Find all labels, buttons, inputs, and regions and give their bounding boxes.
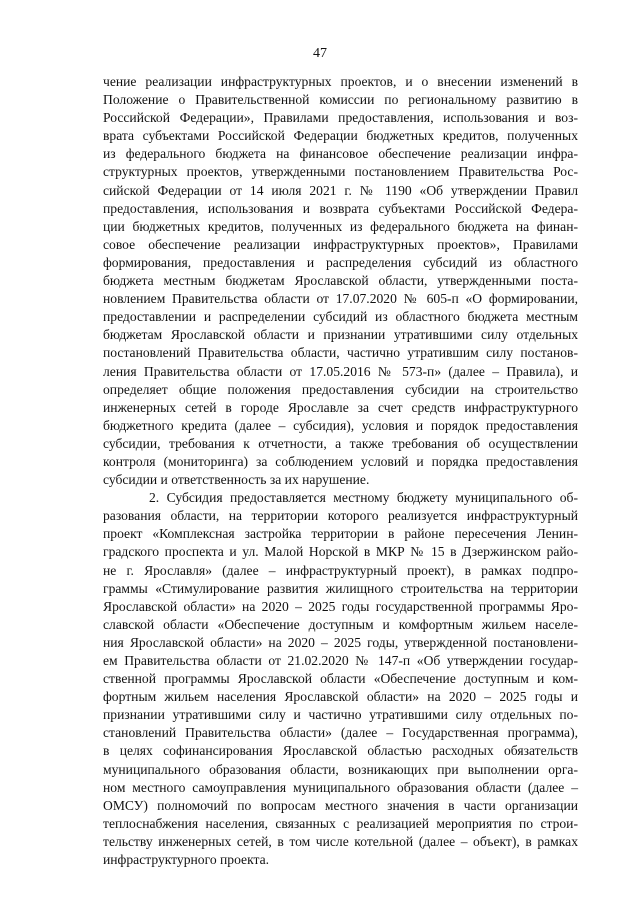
document-body — [103, 73, 578, 869]
page-number: 47 — [313, 46, 327, 61]
text-line: сийской Федерации от 14 июля 2021 г. № 1190 «Об утверждении Правил — [103, 182, 578, 198]
text-line: бюджетного кредита (далее – субсидия), условия и порядок предоставления — [103, 417, 578, 433]
text-line: предоставлении и распределении субсидий из областного бюджета местным — [103, 309, 578, 325]
text-line: ния Ярославской области» на 2020 – 2025 годы, утвержденной постановлени- — [103, 634, 578, 650]
text-line: теплоснабжения населения, связанных с реализацией мероприятия по строи- — [103, 815, 578, 831]
text-line: Положение о Правительственной комиссии по региональному развитию в — [103, 92, 578, 108]
text-line: граммы «Стимулирование развития жилищного строительства на территории — [103, 580, 578, 596]
text-line: контроля (мониторинга) за соблюдением условий и порядка предоставления — [103, 453, 578, 469]
text-line: предоставления, использования и возврата субъектами Российской Федера- — [103, 200, 578, 216]
text-line: ственной программы Ярославской области «Обеспечение доступным и ком- — [103, 671, 578, 687]
text-line: бюджета местным бюджетам Ярославской области, утвержденными поста- — [103, 273, 578, 289]
text-line: Российской Федерации», Правилами предоставления, использования и воз- — [103, 110, 578, 126]
text-line: градского проспекта и ул. Малой Норской в МКР № 15 в Дзержинском райо- — [103, 544, 578, 560]
text-line: ном местного самоуправления муниципального образования области (далее – — [103, 779, 578, 795]
text-line: проект «Комплексная застройка территории в районе пересечения Ленин- — [103, 526, 578, 542]
text-line: муниципального образования области, возникающих при выполнении орга- — [103, 761, 578, 777]
text-line: ции бюджетных кредитов, полученных из федерального бюджета на финан- — [103, 218, 578, 234]
text-line: фортным жильем населения Ярославской области» на 2020 – 2025 годы и — [103, 689, 578, 705]
text-line: в целях софинансирования Ярославской областью расходных обязательств — [103, 743, 578, 759]
text-line: 2. Субсидия предоставляется местному бюджету муниципального об- — [149, 490, 578, 506]
text-line: чение реализации инфраструктурных проектов, и о внесении изменений в — [103, 74, 578, 89]
text-line: признании утратившими силу и частично утратившими силу отдельных по- — [103, 707, 578, 723]
text-line: субсидии, требования к отчетности, а также требования об осуществлении — [103, 435, 578, 451]
text-line: постановлений Правительства области, частично утратившим силу постанов- — [103, 345, 578, 361]
text-line: ОМСУ) полномочий по вопросам местного значения в части организации — [103, 797, 578, 813]
text-line: определяет общие положения предоставления субсидии на строительство — [103, 381, 578, 397]
text-line: новлением Правительства области от 17.07.2020 № 605-п «О формировании, — [103, 291, 578, 307]
text-line: субсидии и ответственность за их нарушение. — [103, 472, 370, 488]
text-line: совое обеспечение реализации инфраструктурных проектов», Правилами — [103, 236, 578, 252]
text-line: ем Правительства области от 21.02.2020 № 147-п «Об утверждении государ- — [103, 653, 578, 668]
text-line: тельству инженерных сетей, в том числе котельной (далее – объект), в рамках — [103, 833, 578, 849]
text-line: врата субъектами Российской Федерации бюджетных кредитов, полученных — [103, 128, 578, 144]
text-line: становлений Правительства области» (далее – Государственная программа), — [103, 725, 578, 741]
text-line: Ярославской области» на 2020 – 2025 годы государственной программы Яро- — [103, 598, 578, 614]
text-line: бюджетам Ярославской области и признании утратившими силу отдельных — [103, 327, 578, 343]
text-line: ления Правительства области от 17.05.2016 № 573-п» (далее – Правила), и — [103, 363, 578, 379]
text-line: из федерального бюджета на финансовое обеспечение реализации инфра- — [103, 146, 578, 162]
text-line: инженерных сетей в городе Ярославле за счет средств инфраструктурного — [103, 399, 578, 415]
text-line: формирования, предоставления и распределения субсидий из областного — [103, 254, 578, 270]
text-line: славской области «Обеспечение доступным и комфортным жильем населе- — [103, 616, 578, 632]
text-line: разования области, на территории которого реализуется инфраструктурный — [103, 508, 578, 524]
text-line: не г. Ярославля» (далее – инфраструктурный проект), в рамках подпро- — [103, 562, 578, 578]
text-line: инфраструктурного проекта. — [103, 852, 270, 868]
text-line: структурных проектов, утвержденными постановлением Правительства Рос- — [103, 164, 578, 180]
